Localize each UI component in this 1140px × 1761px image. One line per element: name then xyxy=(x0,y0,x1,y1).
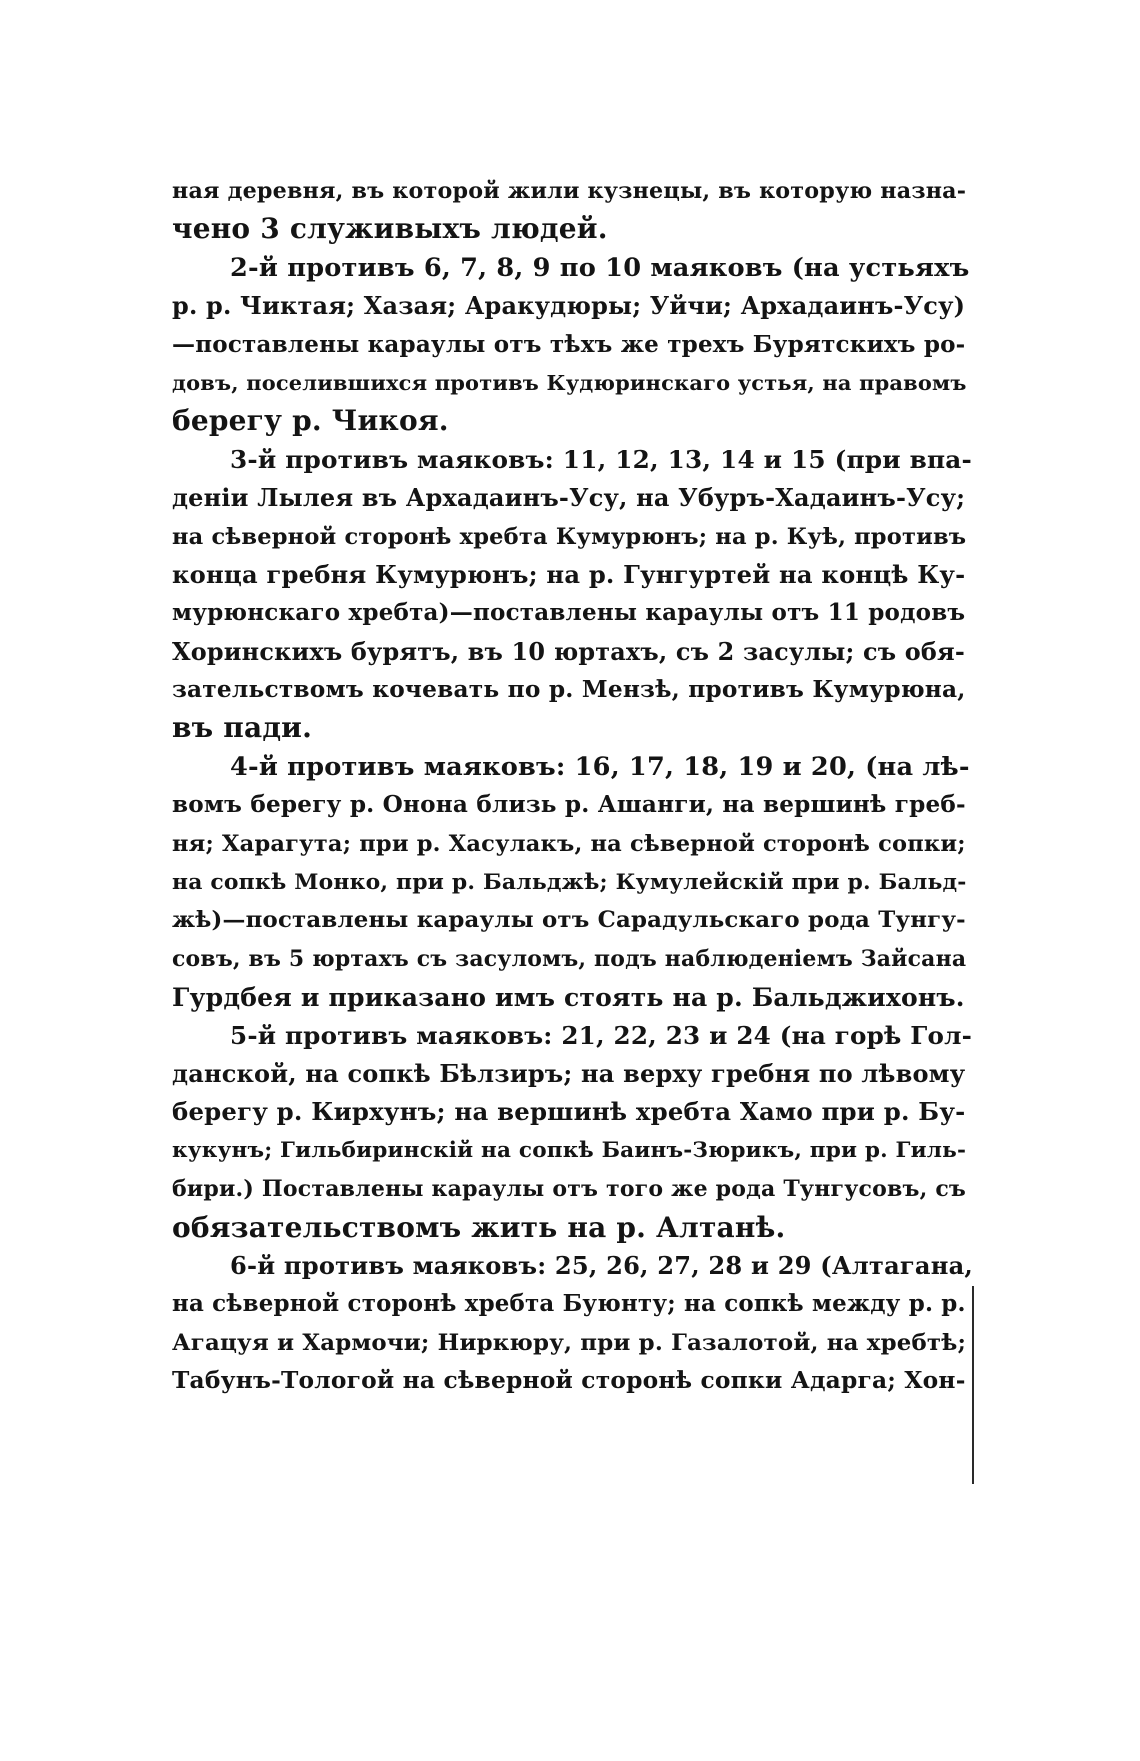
text-line: вомъ берегу р. Онона близь р. Ашанги, на вершинѣ греб- xyxy=(172,791,966,819)
text-line: данской, на сопкѣ Бѣлзиръ; на верху гребня по лѣвому xyxy=(172,1058,966,1088)
text-line: довъ, поселившихся противъ Кудюринскаго устья, на правомъ xyxy=(172,369,967,395)
text-line: жѣ)—поставлены караулы отъ Сарадульскаго рода Тунгу- xyxy=(172,907,966,934)
text-line: кукунъ; Гильбиринскій на сопкѣ Баинъ-Зюрикъ, при р. Гиль- xyxy=(172,1137,967,1163)
text-line: на сѣверной сторонѣ хребта Кумурюнъ; на р. Куѣ, противъ xyxy=(172,523,967,550)
text-line: деніи Лылея въ Архадаинъ-Усу, на Убуръ-Хадаинъ-Усу; xyxy=(172,483,966,513)
text-line: берегу р. Кирхунъ; на вершинѣ хребта Хамо при р. Бу- xyxy=(172,1097,966,1127)
text-line: конца гребня Кумурюнъ; на р. Гунгуртей на концѣ Ку- xyxy=(172,559,966,589)
text-line: 3-й противъ маяковъ: 11, 12, 13, 14 и 15 (при впа- xyxy=(230,444,972,474)
text-line: обязательствомъ жить на р. Алтанѣ. xyxy=(172,1210,786,1244)
text-line: 2-й противъ 6, 7, 8, 9 по 10 маяковъ (на устьяхъ xyxy=(230,252,970,283)
text-line: на сѣверной сторонѣ хребта Буюнту; на сопкѣ между р. р. xyxy=(172,1290,966,1318)
text-line: Гурдбея и приказано имъ стоять на р. Бальджихонъ. xyxy=(172,982,965,1013)
text-line: р. р. Чиктая; Хазая; Аракудюры; Уйчи; Архадаинъ-Усу) xyxy=(172,292,966,321)
text-line: мурюнскаго хребта)—поставлены караулы отъ 11 родовъ xyxy=(172,599,966,627)
text-line: чено 3 служивыхъ людей. xyxy=(172,212,608,246)
margin-rule xyxy=(972,1286,974,1484)
text-line: бири.) Поставлены караулы отъ того же рода Тунгусовъ, съ xyxy=(172,1176,967,1203)
text-line: Агацуя и Хармочи; Ниркюру, при р. Газалотой, на хребтѣ; xyxy=(172,1329,967,1356)
text-line: ная деревня, въ которой жили кузнецы, въ которую назна- xyxy=(172,178,967,204)
text-line: на сопкѣ Монко, при р. Бальджѣ; Кумулейскій при р. Бальд- xyxy=(172,869,967,896)
text-line: берегу р. Чикоя. xyxy=(172,404,449,438)
text-line: совъ, въ 5 юртахъ съ засуломъ, подъ наблюденіемъ Зайсана xyxy=(172,945,967,972)
text-line: зательствомъ кочевать по р. Мензѣ, противъ Кумурюна, xyxy=(172,676,966,704)
text-line: 5-й противъ маяковъ: 21, 22, 23 и 24 (на горѣ Гол- xyxy=(230,1020,973,1050)
page-text xyxy=(172,172,974,1401)
text-line: 4-й противъ маяковъ: 16, 17, 18, 19 и 20, (на лѣ- xyxy=(230,751,970,782)
text-line: —поставлены караулы отъ тѣхъ же трехъ Бурятскихъ ро- xyxy=(172,330,966,358)
text-line: ня; Харагута; при р. Хасулакъ, на сѣверной сторонѣ сопки; xyxy=(172,830,966,857)
text-line: Табунъ-Тологой на сѣверной сторонѣ сопки Адарга; Хон- xyxy=(172,1367,966,1395)
text-line: 6-й противъ маяковъ: 25, 26, 27, 28 и 29 (Алтагана, xyxy=(230,1250,974,1280)
text-line: въ пади. xyxy=(172,711,313,745)
text-line: Хоринскихъ бурятъ, въ 10 юртахъ, съ 2 засулы; съ обя- xyxy=(172,637,965,666)
